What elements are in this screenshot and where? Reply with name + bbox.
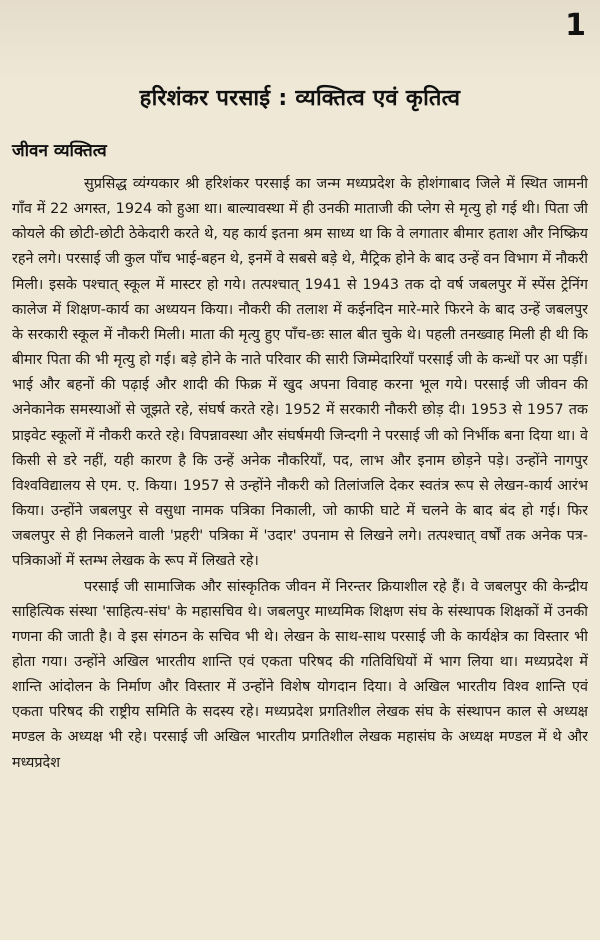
paragraph-1: सुप्रसिद्ध व्यंग्यकार श्री हरिशंकर परसाई का जन्म मध्यप्रदेश के होशंगाबाद जिले में स्थित जामनी गाँव में 22 अगस्त, 1924 को हुआ था। बाल्यावस्था में ही उनकी माताजी की प्लेग से मृत्यु हो गई थी। पिता जी कोयले की छोटी-छोटी ठेकेदारी करते थे, यह कार्य इतना श्रम साध्य था कि वे लगातार बीमार हताश और निष्क्रिय रहने लगे। परसाई जी कुल पाँच भाई-बहन थे, इनमें वे सबसे बड़े थे, मैट्रिक होने के बाद उन्हें वन विभाग में नौकरी मिली। इसके पश्चात् स्कूल में मास्टर हो गये। तत्पश्चात् 1941 से 1943 तक दो वर्ष जबलपुर में स्पेंस ट्रेनिंग कालेज में शिक्षण-कार्य का अध्ययन किया। नौकरी की तलाश में कईनदिन मारे-मारे फिरने के बाद उन्हें जबलपुर के सरकारी स्कूल में नौकरी मिली। माता की मृत्यु हुए पाँच-छः साल बीत चुके थे। पहली तनख्वाह मिली ही थी कि बीमार पिता की भी मृत्यु हो गई। बड़े होने के नाते परिवार की सारी जिम्मेदारियाँ परसाई जी के कन्धों पर आ पड़ीं। भाई और बहनों की पढ़ाई और शादी की फिक्र में खुद अपना विवाह करना भूल गये। परसाई जी जीवन की अनेकानेक समस्याओं से जूझते रहे, संघर्ष करते रहे। 1952 में सरकारी नौकरी छोड़ दी। 1953 से 1957 तक प्राइवेट स्कूलों में नौकरी करते रहे। विपन्नावस्था और संघर्षमयी जिन्दगी ने परसाई जी को निर्भीक बना दिया था। वे किसी से डरे नहीं, यही कारण है कि उन्हें अनेक नौकरियाँ, पद, लाभ और इनाम छोड़ने पड़े। उन्होंने नागपुर विश्वविद्यालय से एम. ए. किया। 1957 से उन्होंने नौकरी को तिलांजलि देकर स्वतंत्र रूप से लेखन-कार्य आरंभ किया। उन्होंने जबलपुर से वसुधा नामक पत्रिका निकाली, जो काफी घाटे में चलने के बाद बंद हो गई। फिर जबलपुर से ही निकलने वाली 'प्रहरी' पत्रिका में 'उदार' उपनाम से लिखने लगे। तत्पश्चात् वर्षों तक अनेक पत्र-पत्रिकाओं में स्तम्भ लेखक के रूप में लिखते रहे।: [12, 176, 588, 570]
paragraph-2: परसाई जी सामाजिक और सांस्कृतिक जीवन में निरन्तर क्रियाशील रहे हैं। वे जबलपुर की केन्द्रीय साहित्यिक संस्था 'साहित्य-संघ' के महासचिव थे। जबलपुर माध्यमिक शिक्षण संघ के संस्थापक शिक्षकों में उनकी गणना की जाती है। वे इस संगठन के सचिव भी थे। लेखन के साथ-साथ परसाई जी के कार्यक्षेत्र का विस्तार भी होता गया। उन्होंने अखिल भारतीय शान्ति एवं एकता परिषद की गतिविधियों में भाग लिया था। मध्यप्रदेश में शान्ति आंदोलन के निर्माण और विस्तार में उन्होंने विशेष योगदान दिया। वे अखिल भारतीय विश्व शान्ति एवं एकता परिषद की राष्ट्रीय समिति के सदस्य रहे। मध्यप्रदेश प्रगतिशील लेखक संघ के संस्थापन काल से अध्यक्ष मण्डल के अध्यक्ष भी रहे। परसाई जी अखिल भारतीय प्रगतिशील लेखक महासंघ के अध्यक्ष मण्डल में थे और मध्यप्रदेश: [12, 578, 588, 771]
body-text: [12, 172, 588, 932]
section-heading: जीवन व्यक्तित्व: [12, 141, 107, 161]
chapter-title: हरिशंकर परसाई : व्यक्तित्व एवं कृतित्व: [139, 86, 461, 111]
page-number: 1: [565, 8, 586, 43]
